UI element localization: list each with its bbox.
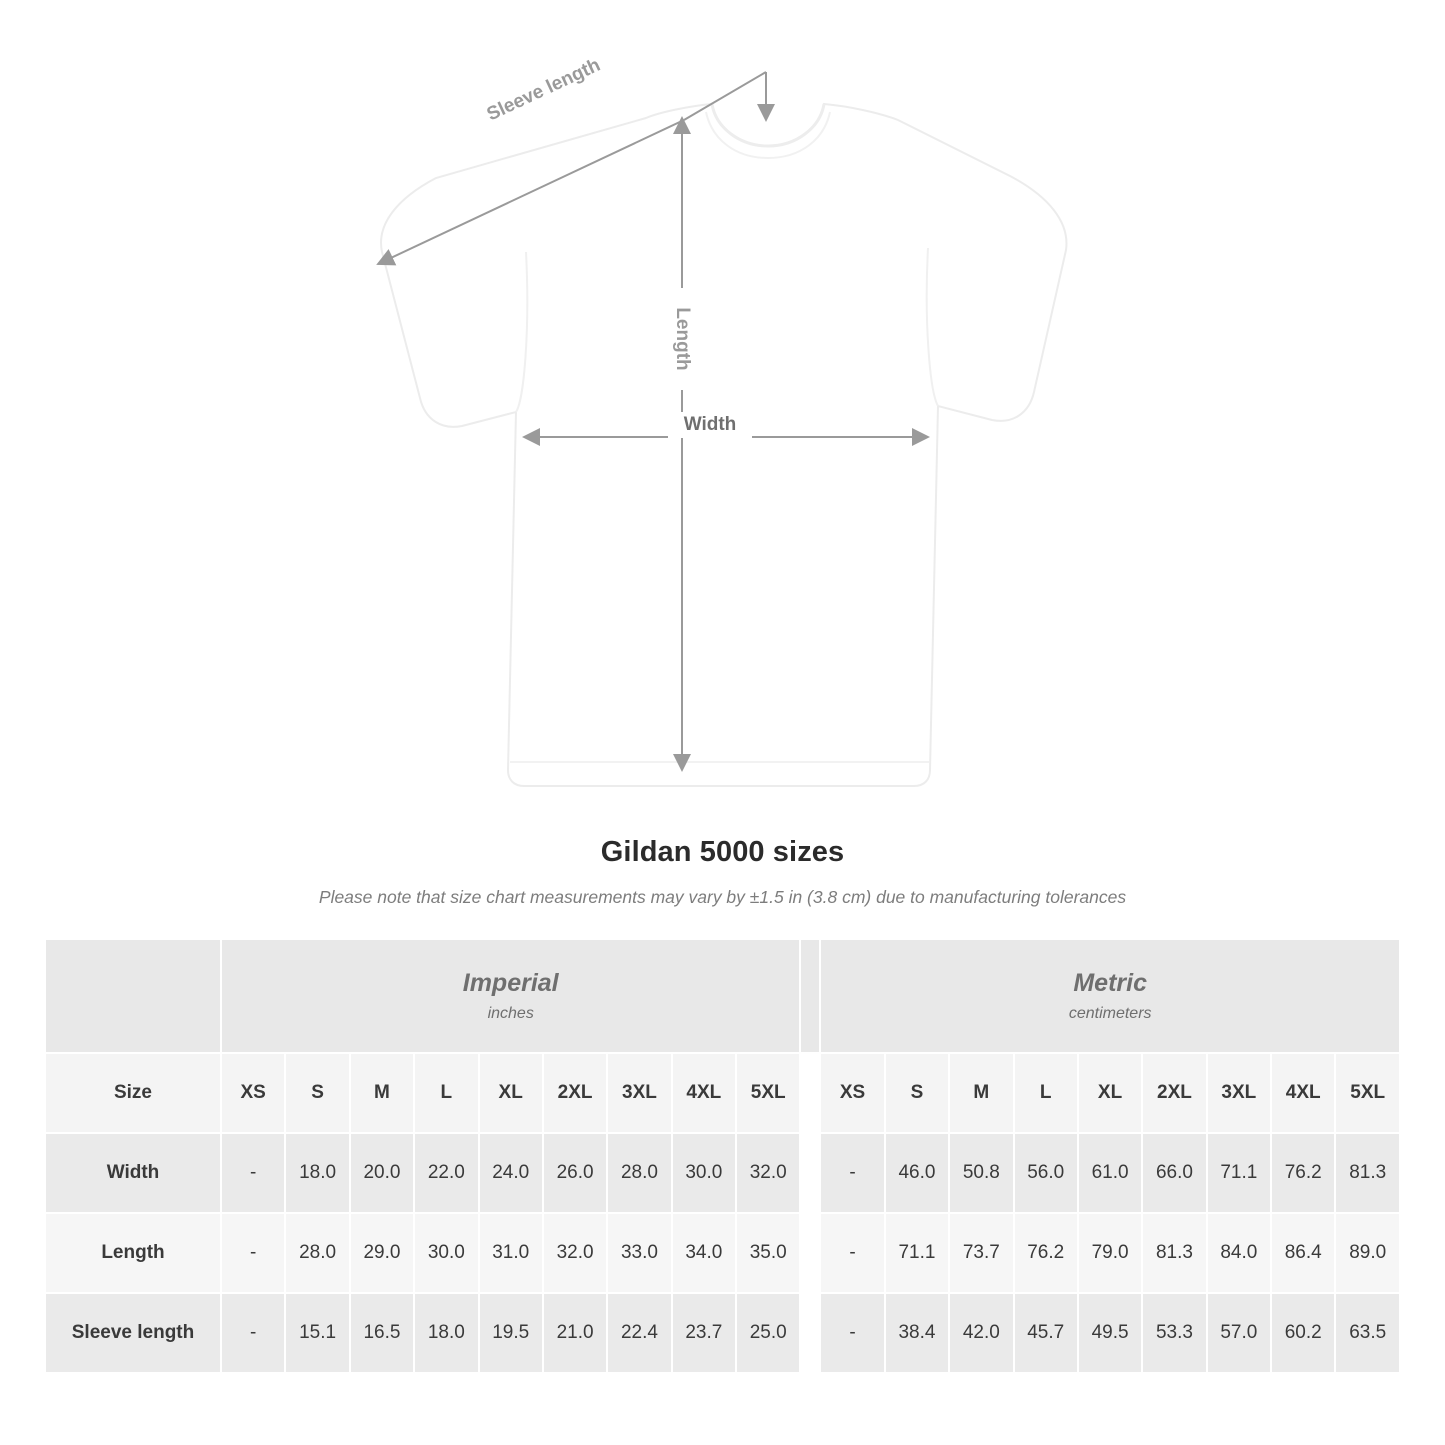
cell-sleeve-imperial-4xl: 23.7 xyxy=(672,1293,736,1373)
header-size-metric-5xl: 5XL xyxy=(1335,1053,1400,1133)
row-gap-sleeve xyxy=(800,1293,820,1373)
unit-header-gap xyxy=(800,939,820,1053)
cell-sleeve-metric-4xl: 60.2 xyxy=(1271,1293,1335,1373)
cell-sleeve-metric-m: 42.0 xyxy=(949,1293,1013,1373)
cell-length-imperial-xl: 31.0 xyxy=(479,1213,543,1293)
cell-sleeve-imperial-xs: - xyxy=(221,1293,285,1373)
header-size-metric-xs: XS xyxy=(820,1053,884,1133)
cell-length-metric-3xl: 84.0 xyxy=(1207,1213,1271,1293)
cell-length-metric-4xl: 86.4 xyxy=(1271,1213,1335,1293)
cell-sleeve-metric-xs: - xyxy=(820,1293,884,1373)
header-gap xyxy=(800,1053,820,1133)
row-gap-length xyxy=(800,1213,820,1293)
unit-imperial-name: Imperial xyxy=(462,969,559,997)
header-size-imperial-5xl: 5XL xyxy=(736,1053,800,1133)
cell-sleeve-imperial-2xl: 21.0 xyxy=(543,1293,607,1373)
cell-sleeve-imperial-3xl: 22.4 xyxy=(607,1293,671,1373)
cell-length-imperial-2xl: 32.0 xyxy=(543,1213,607,1293)
header-size-metric-s: S xyxy=(885,1053,949,1133)
row-label-width: Width xyxy=(45,1133,221,1213)
cell-length-metric-l: 76.2 xyxy=(1014,1213,1078,1293)
cell-sleeve-metric-3xl: 57.0 xyxy=(1207,1293,1271,1373)
page-title: Gildan 5000 sizes xyxy=(600,836,845,868)
cell-length-metric-m: 73.7 xyxy=(949,1213,1013,1293)
header-size-imperial-l: L xyxy=(414,1053,478,1133)
cell-width-imperial-xs: - xyxy=(221,1133,285,1213)
unit-header-row xyxy=(45,939,1400,1053)
cell-length-imperial-3xl: 33.0 xyxy=(607,1213,671,1293)
cell-sleeve-metric-5xl: 63.5 xyxy=(1335,1293,1400,1373)
cell-sleeve-metric-l: 45.7 xyxy=(1014,1293,1078,1373)
header-size-imperial-xs: XS xyxy=(221,1053,285,1133)
cell-sleeve-metric-xl: 49.5 xyxy=(1078,1293,1142,1373)
unit-metric-name: Metric xyxy=(1073,969,1147,997)
cell-width-imperial-s: 18.0 xyxy=(285,1133,349,1213)
row-label-length: Length xyxy=(45,1213,221,1293)
unit-metric-sub: centimeters xyxy=(1068,1005,1152,1022)
cell-sleeve-metric-s: 38.4 xyxy=(885,1293,949,1373)
cell-sleeve-imperial-l: 18.0 xyxy=(414,1293,478,1373)
cell-sleeve-imperial-m: 16.5 xyxy=(350,1293,414,1373)
cell-width-metric-s: 46.0 xyxy=(885,1133,949,1213)
cell-width-metric-xl: 61.0 xyxy=(1078,1133,1142,1213)
cell-width-metric-l: 56.0 xyxy=(1014,1133,1078,1213)
cell-width-imperial-5xl: 32.0 xyxy=(736,1133,800,1213)
cell-length-imperial-4xl: 34.0 xyxy=(672,1213,736,1293)
cell-length-metric-2xl: 81.3 xyxy=(1142,1213,1206,1293)
header-size-metric-2xl: 2XL xyxy=(1142,1053,1206,1133)
cell-width-imperial-l: 22.0 xyxy=(414,1133,478,1213)
unit-group-imperial xyxy=(221,939,800,1053)
cell-width-metric-2xl: 66.0 xyxy=(1142,1133,1206,1213)
cell-width-metric-4xl: 76.2 xyxy=(1271,1133,1335,1213)
sleeve-length-label: Sleeve length xyxy=(483,54,604,126)
cell-sleeve-metric-2xl: 53.3 xyxy=(1142,1293,1206,1373)
header-size-metric-l: L xyxy=(1014,1053,1078,1133)
cell-width-imperial-2xl: 26.0 xyxy=(543,1133,607,1213)
cell-length-metric-s: 71.1 xyxy=(885,1213,949,1293)
cell-width-imperial-4xl: 30.0 xyxy=(672,1133,736,1213)
header-size-imperial-2xl: 2XL xyxy=(543,1053,607,1133)
size-table xyxy=(44,938,1401,1374)
unit-group-metric xyxy=(820,939,1400,1053)
cell-width-imperial-3xl: 28.0 xyxy=(607,1133,671,1213)
cell-length-metric-xs: - xyxy=(820,1213,884,1293)
table-row xyxy=(45,1293,1400,1373)
header-size-metric-m: M xyxy=(949,1053,1013,1133)
cell-width-imperial-xl: 24.0 xyxy=(479,1133,543,1213)
cell-sleeve-imperial-5xl: 25.0 xyxy=(736,1293,800,1373)
length-label: Length xyxy=(671,307,693,371)
cell-width-metric-3xl: 71.1 xyxy=(1207,1133,1271,1213)
header-size-label: Size xyxy=(45,1053,221,1133)
cell-width-metric-m: 50.8 xyxy=(949,1133,1013,1213)
cell-length-imperial-s: 28.0 xyxy=(285,1213,349,1293)
header-size-metric-xl: XL xyxy=(1078,1053,1142,1133)
cell-width-metric-xs: - xyxy=(820,1133,884,1213)
cell-sleeve-imperial-s: 15.1 xyxy=(285,1293,349,1373)
cell-width-metric-5xl: 81.3 xyxy=(1335,1133,1400,1213)
cell-length-imperial-5xl: 35.0 xyxy=(736,1213,800,1293)
header-size-imperial-3xl: 3XL xyxy=(607,1053,671,1133)
header-size-imperial-xl: XL xyxy=(479,1053,543,1133)
cell-width-imperial-m: 20.0 xyxy=(350,1133,414,1213)
cell-length-metric-5xl: 89.0 xyxy=(1335,1213,1400,1293)
size-table-wrapper xyxy=(0,938,1445,1374)
header-size-imperial-m: M xyxy=(350,1053,414,1133)
title-block xyxy=(0,836,1445,908)
cell-length-imperial-l: 30.0 xyxy=(414,1213,478,1293)
header-size-imperial-s: S xyxy=(285,1053,349,1133)
tolerance-note: Please note that size chart measurements may vary by ±1.5 in (3.8 cm) due to manufacturing tolerances xyxy=(318,887,1127,907)
cell-sleeve-imperial-xl: 19.5 xyxy=(479,1293,543,1373)
row-gap-width xyxy=(800,1133,820,1213)
unit-imperial-sub: inches xyxy=(487,1005,534,1022)
header-size-imperial-4xl: 4XL xyxy=(672,1053,736,1133)
size-header-row xyxy=(45,1053,1400,1133)
cell-length-imperial-m: 29.0 xyxy=(350,1213,414,1293)
cell-length-imperial-xs: - xyxy=(221,1213,285,1293)
table-row xyxy=(45,1133,1400,1213)
header-size-metric-3xl: 3XL xyxy=(1207,1053,1271,1133)
cell-length-metric-xl: 79.0 xyxy=(1078,1213,1142,1293)
tshirt-shape xyxy=(381,104,1066,786)
table-row xyxy=(45,1213,1400,1293)
row-label-sleeve-length: Sleeve length xyxy=(45,1293,221,1373)
width-label: Width xyxy=(683,414,737,435)
header-size-metric-4xl: 4XL xyxy=(1271,1053,1335,1133)
unit-header-spacer xyxy=(45,939,221,1053)
